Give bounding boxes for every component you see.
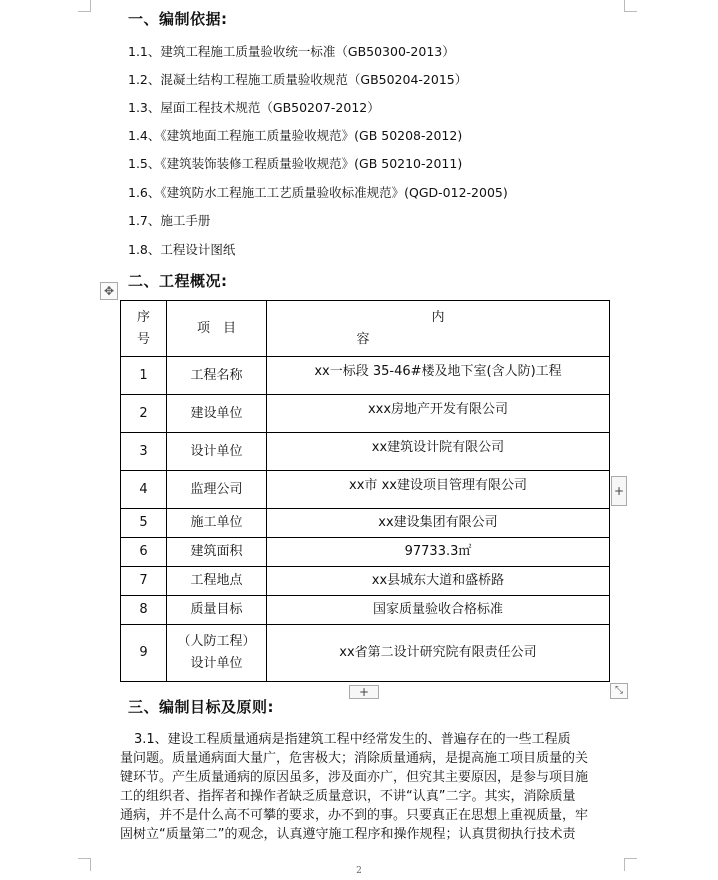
row-no: 8 bbox=[121, 596, 167, 625]
paragraph-line: 3.1、建设工程质量通病是指建筑工程中经常发生的、普遍存在的一些工程质 bbox=[134, 732, 571, 747]
basis-item: 1.8、工程设计图纸 bbox=[128, 242, 236, 257]
paragraph-line: 通病，并不是什么高不可攀的要求，办不到的事。只要真正在思想上重视质量，牢 bbox=[120, 808, 589, 823]
table-row bbox=[121, 395, 610, 433]
header-no bbox=[121, 301, 167, 357]
basis-item: 1.3、屋面工程技术规范（GB50207-2012） bbox=[128, 100, 380, 115]
row-no: 6 bbox=[121, 538, 167, 567]
table-row bbox=[121, 433, 610, 471]
row-item: 工程地点 bbox=[167, 567, 267, 596]
table-row bbox=[121, 625, 610, 682]
row-item: 建筑面积 bbox=[167, 538, 267, 567]
row-no: 7 bbox=[121, 567, 167, 596]
add-row-plus-icon[interactable]: + bbox=[349, 685, 379, 699]
section3-heading: 三、编制目标及原则: bbox=[128, 698, 274, 716]
table-header-row bbox=[121, 301, 610, 357]
margin-corner-mark bbox=[624, 0, 637, 12]
row-item: 工程名称 bbox=[167, 357, 267, 395]
basis-item: 1.6、《建筑防水工程施工工艺质量验收标准规范》(QGD-012-2005) bbox=[128, 185, 508, 200]
row-no: 5 bbox=[121, 509, 167, 538]
section1-heading: 一、编制依据: bbox=[128, 10, 228, 28]
row-content: 国家质量验收合格标准 bbox=[267, 596, 610, 625]
paragraph-line: 固树立“质量第二”的观念，认真遵守施工程序和操作规程；认真贯彻执行技术责 bbox=[120, 827, 576, 842]
header-content bbox=[267, 301, 610, 357]
section2-heading: 二、工程概况: bbox=[128, 272, 228, 290]
row-content: xx省第二设计研究院有限责任公司 bbox=[267, 625, 610, 682]
row-item bbox=[167, 625, 267, 682]
row-content: xx县城东大道和盛桥路 bbox=[267, 567, 610, 596]
project-overview-table bbox=[120, 300, 610, 682]
row-content: xx建设集团有限公司 bbox=[267, 509, 610, 538]
basis-item: 1.2、混凝土结构工程施工质量验收规范（GB50204-2015） bbox=[128, 72, 468, 87]
table-row bbox=[121, 596, 610, 625]
row-item-line1: （人防工程） bbox=[177, 634, 256, 649]
table-row bbox=[121, 357, 610, 395]
table-row bbox=[121, 471, 610, 509]
basis-item: 1.7、施工手册 bbox=[128, 213, 211, 228]
row-no: 4 bbox=[121, 471, 167, 509]
row-content: 97733.3㎡ bbox=[267, 538, 610, 567]
add-column-plus-icon[interactable]: + bbox=[611, 476, 627, 506]
row-item: 质量目标 bbox=[167, 596, 267, 625]
table-row bbox=[121, 567, 610, 596]
basis-item: 1.5、《建筑装饰装修工程质量验收规范》(GB 50210-2011) bbox=[128, 156, 463, 171]
basis-item: 1.4、《建筑地面工程施工质量验收规范》(GB 50208-2012) bbox=[128, 128, 463, 143]
move-icon[interactable]: ✥ bbox=[100, 282, 118, 300]
paragraph-line: 工的组织者、指挥者和操作者缺乏质量意识，不讲“认真”二字。其实，消除质量 bbox=[120, 789, 576, 804]
row-no: 2 bbox=[121, 395, 167, 433]
row-content: xx市 xx建设项目管理有限公司 bbox=[267, 471, 610, 509]
header-no-line2: 号 bbox=[136, 331, 150, 347]
margin-corner-mark bbox=[78, 0, 91, 12]
row-no: 9 bbox=[121, 625, 167, 682]
table-row bbox=[121, 509, 610, 538]
row-item: 监理公司 bbox=[167, 471, 267, 509]
table-resize-icon[interactable]: ⤡ bbox=[610, 683, 628, 699]
row-no: 1 bbox=[121, 357, 167, 395]
paragraph-line: 键环节。产生质量通病的原因虽多，涉及面亦广，但究其主要原因，是参与项目施 bbox=[120, 770, 589, 785]
row-item: 建设单位 bbox=[167, 395, 267, 433]
header-content-label: 内容 bbox=[356, 309, 595, 347]
header-no-line1: 序 bbox=[136, 309, 150, 325]
row-no: 3 bbox=[121, 433, 167, 471]
paragraph-line: 量问题。质量通病面大量广，危害极大；消除质量通病，是提高施工项目质量的关 bbox=[120, 751, 589, 766]
row-content: xxx房地产开发有限公司 bbox=[267, 395, 610, 433]
row-content: xx一标段 35-46#楼及地下室(含人防)工程 bbox=[267, 357, 610, 395]
header-item: 项 目 bbox=[167, 301, 267, 357]
table-row bbox=[121, 538, 610, 567]
row-item-line2: 设计单位 bbox=[190, 656, 243, 671]
row-item: 设计单位 bbox=[167, 433, 267, 471]
row-item: 施工单位 bbox=[167, 509, 267, 538]
row-content: xx建筑设计院有限公司 bbox=[267, 433, 610, 471]
section3-paragraph bbox=[120, 730, 614, 844]
basis-item: 1.1、建筑工程施工质量验收统一标准（GB50300-2013） bbox=[128, 44, 455, 59]
page-number: 2 bbox=[356, 866, 362, 876]
